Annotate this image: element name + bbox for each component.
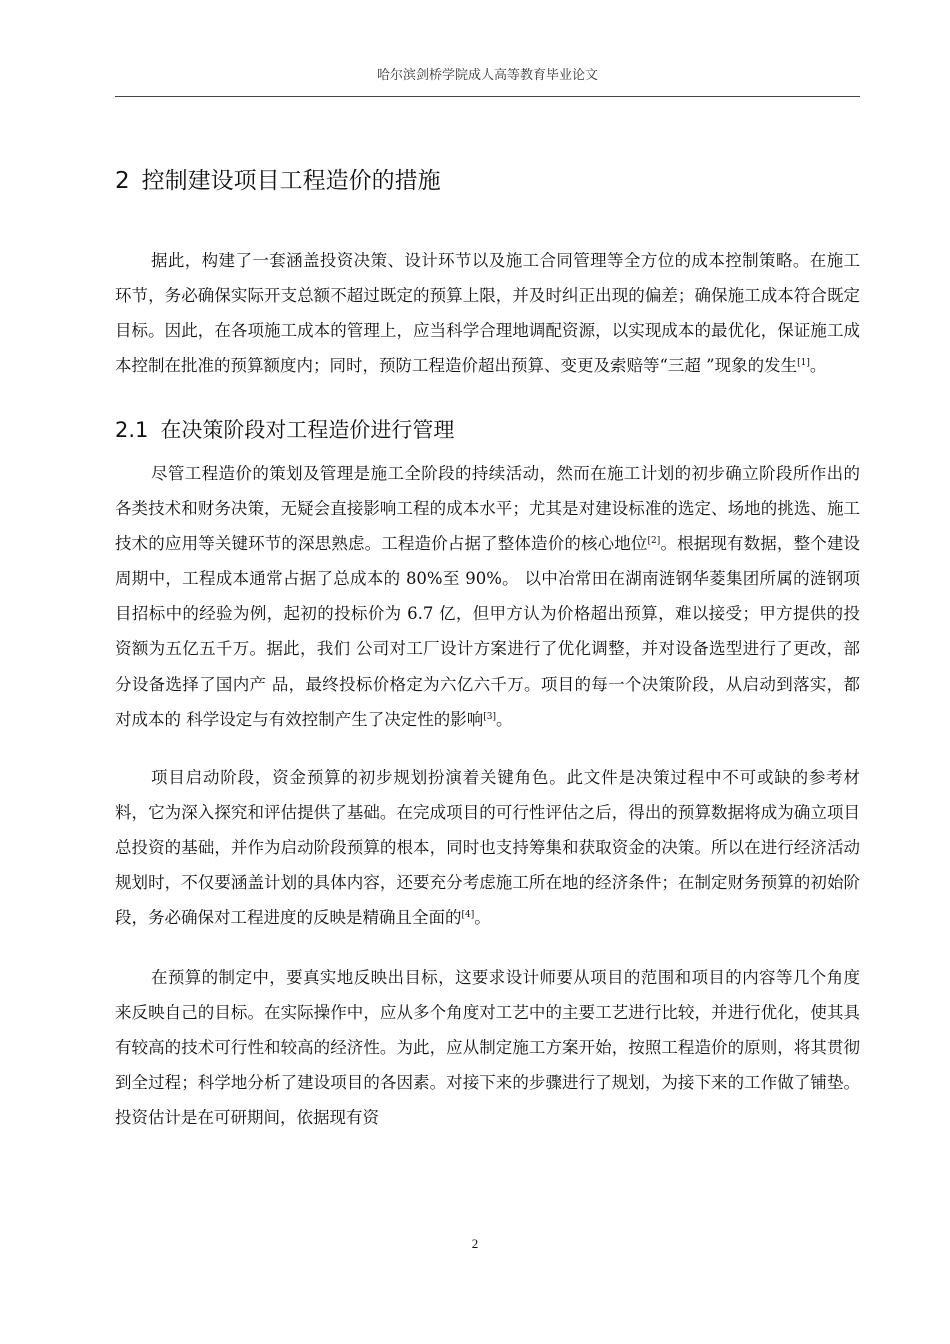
citation-4: [4] [461,910,475,921]
paragraph-3 [115,760,860,935]
paragraph-text: 在预算的制定中，要真实地反映出目标，这要求设计师要从项目的范围和项目的内容等几个角度来反映自己的目标。在实际操作中，应从多个角度对工艺中的主要工艺进行比较，并进行优化，使其具有较高的技术可行性和较高的经济性。为此，应从制定施工方案开始，按照工程造价的原则，将其贯彻到全过程；科学地分析了建设项目的各因素。对接下来的步骤进行了规划，为接下来的工作做了铺垫。投资估计是在可研期间，依据现有资 [115,968,860,1128]
section-title: 控制建设项目工程造价的措施 [141,168,441,194]
running-header: 哈尔滨剑桥学院成人高等教育毕业论文 [376,68,598,83]
paragraph-1 [115,243,860,383]
citation-3: [3] [483,711,496,722]
subsection-number: 2.1 [115,418,149,442]
page-number: 2 [471,1236,479,1251]
paragraph-2 [115,456,860,737]
paragraph-text: 据此，构建了一套涵盖投资决策、设计环节以及施工合同管理等全方位的成本控制策略。在施工环节，务必确保实际开支总额不超过既定的预算上限，并及时纠正出现的偏差；确保施工成本符合既定目标。因此，在各项施工成本的管理上，应当科学合理地调配资源，以实现成本的最优化，保证施工成本控制在批准的预算额度内；同时，预防工程造价超出预算、变更及索赔等“三超 ”现象的发生 [115,251,860,376]
section-number: 2 [115,168,130,194]
paragraph-tail: 。根据现有数据，整个建设周期中，工程成本通常占据了总成本的 80%至 90%。 以中冶常田在湖南涟钢华菱集团所属的涟钢项目招标中的经验为例，起初的投标价为 6.7 亿，但甲方认为价格超出预算，难以接受；甲方提供的投资额为五亿五千万。据此，我们 公司对工厂设计方案进行了优化调整，并对设备选型进行了更改，部分设备选择了国内产 品，最终投标价格定为六亿六千万。项目的每一个决策阶段，从启动到落实，都对成本的 科学设定与有效控制产生了决定性的影响 [115,534,861,729]
citation-2: [2] [647,536,661,547]
paragraph-tail: 。 [809,356,827,376]
paragraph-text: 项目启动阶段，资金预算的初步规划扮演着关键角色。此文件是决策过程中不可或缺的参考材料，它为深入探究和评估提供了基础。在完成项目的可行性评估之后，得出的预算数据将成为确立项目总投资的基础，并作为启动阶段预算的根本，同时也支持筹集和获取资金的决策。所以在进行经济活动规划时，不仅要涵盖计划的具体内容，还要充分考虑施工所在地的经济条件；在制定财务预算的初始阶段，务必确保对工程进度的反映是精确且全面的 [115,768,860,928]
subsection-heading [115,414,454,444]
section-heading [115,162,441,195]
subsection-title: 在决策阶段对工程造价进行管理 [160,418,455,442]
header-rule [115,96,860,97]
paragraph-4 [115,960,860,1135]
paragraph-text: 尽管工程造价的策划及管理是施工全阶段的持续活动，然而在施工计划的初步确立阶段所作出的各类技术和财务决策，无疑会直接影响工程的成本水平；尤其是对建设标准的选定、场地的挑选、施工技术的应用等关键环节的深思熟虑。工程造价占据了整体造价的核心地位 [115,464,860,554]
paragraph-tail: 。 [474,908,491,928]
citation-1: [1] [797,358,810,369]
paragraph-tail-2: 。 [496,709,513,729]
